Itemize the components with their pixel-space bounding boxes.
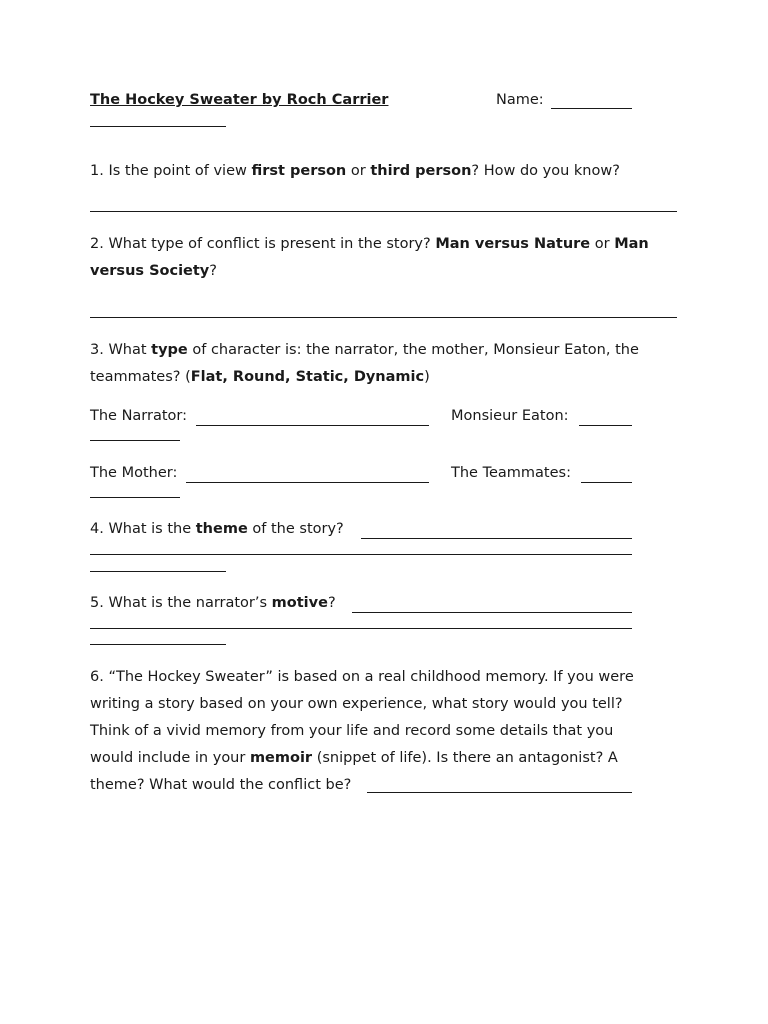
question-6-line-4 [90,745,618,772]
question-6-line-2: writing a story based on your own experience, what story would you tell? [90,696,623,712]
answer-line-6[interactable] [367,792,632,793]
teammates-label: The Teammates: [451,465,571,481]
question-1-connector: or [346,163,371,179]
answer-line-5a[interactable] [352,612,632,613]
question-2-option-society-start: Man [614,236,649,252]
question-5-text: 5. What is the narrator’s [90,595,272,611]
question-1-text: 1. Is the point of view [90,163,252,179]
teammates-blank[interactable] [581,482,632,483]
name-blank-continued[interactable] [90,126,226,127]
question-2-option-nature: Man versus Nature [435,236,591,252]
answer-line-4c[interactable] [90,571,226,572]
question-1-option-first-person: first person [251,163,347,179]
question-3-text-end: ) [424,369,430,385]
question-5-text-end: ? [327,595,336,611]
question-1-text-end: ? How do you know? [471,163,620,179]
question-1-option-third-person: third person [370,163,472,179]
question-6-text: would include in your [90,750,250,766]
eaton-blank-continued[interactable] [90,440,180,441]
question-2-line-1 [90,231,649,258]
question-2-text-end: ? [209,263,217,279]
narrator-label: The Narrator: [90,408,188,424]
mother-label: The Mother: [90,465,178,481]
question-6-text-cont: (snippet of life). Is there an antagonist? A [312,750,618,766]
question-3-text-2: teammates? ( [90,369,191,385]
question-5 [90,595,336,611]
question-4-text: 4. What is the [90,521,196,537]
question-1 [90,163,620,179]
answer-line-4a[interactable] [361,538,632,539]
question-3-text: 3. What [90,342,152,358]
answer-line-2[interactable] [90,317,677,318]
question-2-option-society-end: versus Society [90,263,210,279]
question-6-line-3: Think of a vivid memory from your life and record some details that you [90,723,614,739]
answer-line-5b[interactable] [90,628,632,629]
question-4 [90,521,344,537]
question-3-line-2 [90,364,430,391]
question-3-options: Flat, Round, Static, Dynamic [190,369,425,385]
name-blank[interactable] [551,108,632,109]
teammates-blank-continued[interactable] [90,497,180,498]
question-3-text-cont: of character is: the narrator, the mother, Monsieur Eaton, the [187,342,639,358]
question-3-line-1 [90,337,639,364]
eaton-label: Monsieur Eaton: [451,408,569,424]
question-6-keyword-memoir: memoir [249,750,313,766]
question-5-keyword-motive: motive [271,595,328,611]
worksheet-title: The Hockey Sweater by Roch Carrier [90,92,389,108]
answer-line-5c[interactable] [90,644,226,645]
eaton-blank[interactable] [579,425,632,426]
answer-line-4b[interactable] [90,554,632,555]
question-3-keyword-type: type [151,342,188,358]
name-label: Name: [496,92,544,108]
narrator-blank[interactable] [196,425,429,426]
question-6-line-1: 6. “The Hockey Sweater” is based on a real childhood memory. If you were [90,669,634,685]
answer-line-1[interactable] [90,211,677,212]
mother-blank[interactable] [186,482,429,483]
question-2-line-2 [90,258,217,285]
question-4-keyword-theme: theme [195,521,248,537]
question-6-line-5: theme? What would the conflict be? [90,777,352,793]
question-2-text: 2. What type of conflict is present in the story? [90,236,436,252]
question-2-connector: or [590,236,615,252]
question-4-text-end: of the story? [247,521,344,537]
